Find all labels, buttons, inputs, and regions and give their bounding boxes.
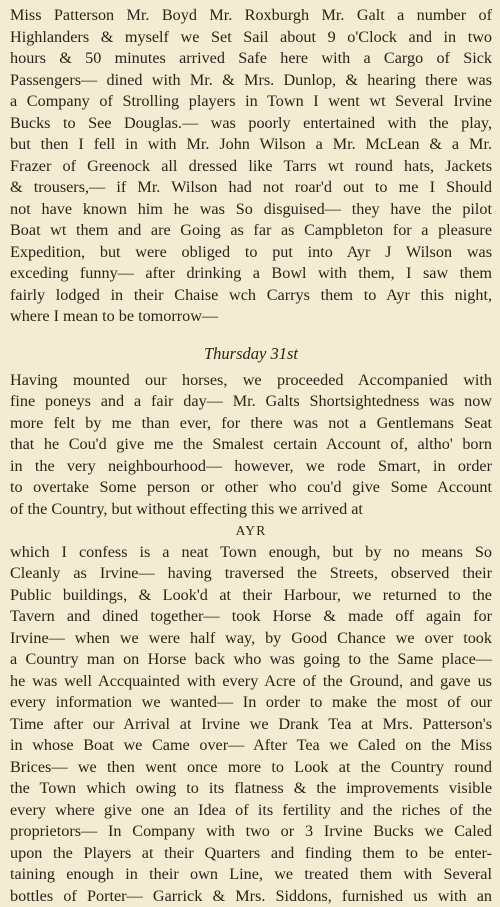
text-line: upon the Players at their Quarters and finding them to be enter- <box>10 843 492 865</box>
text-line: a Company of Strolling players in Town I went wt Several Irvine <box>10 91 492 113</box>
text-line: exceding funny— after drinking a Bowl with them, I saw them <box>10 263 492 285</box>
text-line: Highlanders & myself we Set Sail about 9 o'Clock and in two <box>10 27 492 49</box>
text-line: to overtake Some person or other who cou'd give Some Account <box>10 477 492 499</box>
text-line: of the Country, but without effecting this we arrived at <box>10 499 492 521</box>
text-line: more felt by me than ever, for there was not a Gentlemans Seat <box>10 413 492 435</box>
text-line: a Country man on Horse back who was going to the Same place— <box>10 649 492 671</box>
text-line: the Town which owing to its flatness & the improvements visible <box>10 778 492 800</box>
text-line: Passengers— dined with Mr. & Mrs. Dunlop, & hearing there was <box>10 70 492 92</box>
text-line: Cleanly as Irvine— having traversed the Streets, observed their <box>10 563 492 585</box>
paragraph-2 <box>10 370 492 521</box>
paragraph-3 <box>10 542 492 907</box>
date-heading: Thursday 31st <box>10 338 492 370</box>
text-line: that he Cou'd give me the Smalest certain Account of, altho' born <box>10 434 492 456</box>
text-line: Miss Patterson Mr. Boyd Mr. Roxburgh Mr. Galt a number of <box>10 5 492 27</box>
text-line: bottles of Porter— Garrick & Mrs. Siddons, furnished us with an <box>10 886 492 907</box>
text-line: Brices— we then went once more to Look at the Country round <box>10 757 492 779</box>
text-line: Bucks to See Douglas.— was poorly entertained with the play, <box>10 113 492 135</box>
text-line: Having mounted our horses, we proceeded Accompanied with <box>10 370 492 392</box>
text-line: proprietors— In Company with two or 3 Irvine Bucks we Caled <box>10 821 492 843</box>
text-line: in whose Boat we Came over— After Tea we Caled on the Miss <box>10 735 492 757</box>
text-line: fine poneys and a fair day— Mr. Galts Shortsightedness was now <box>10 391 492 413</box>
text-line: Irvine— when we were half way, by Good Chance we over took <box>10 628 492 650</box>
text-line: every where give one an Idea of its fertility and the riches of the <box>10 800 492 822</box>
paragraph-1 <box>10 5 492 328</box>
text-line: taining enough in their own Line, we treated them with Several <box>10 864 492 886</box>
text-line: fairly lodged in their Chaise wch Carrys them to Ayr this night, <box>10 285 492 307</box>
text-line: Public buildings, & Look'd at their Harbour, we returned to the <box>10 585 492 607</box>
text-line: Boat wt them and are Going as far as Campbleton for a pleasure <box>10 220 492 242</box>
text-line: every information we wanted— In order to make the most of our <box>10 692 492 714</box>
text-line: where I mean to be tomorrow— <box>10 306 492 328</box>
text-line: he was well Accquainted with every Acre of the Ground, and gave us <box>10 671 492 693</box>
text-line: Tavern and dined together— took Horse & made off again for <box>10 606 492 628</box>
text-line: & trousers,— if Mr. Wilson had not roar'd out to me I Should <box>10 177 492 199</box>
text-line: but then I fell in with Mr. John Wilson a Mr. McLean & a Mr. <box>10 134 492 156</box>
text-line: in the very neighbourhood— however, we rode Smart, in order <box>10 456 492 478</box>
text-line: Frazer of Greenock all dressed like Tarrs wt round hats, Jackets <box>10 156 492 178</box>
text-line: which I confess is a neat Town enough, but by no means So <box>10 542 492 564</box>
text-line: hours & 50 minutes arrived Safe here with a Cargo of Sick <box>10 48 492 70</box>
text-line: not have known him he was So disguised— they have the pilot <box>10 199 492 221</box>
text-line: Time after our Arrival at Irvine we Drank Tea at Mrs. Patterson's <box>10 714 492 736</box>
place-heading: AYR <box>10 520 492 542</box>
text-line: Expedition, but were obliged to put into Ayr J Wilson was <box>10 242 492 264</box>
